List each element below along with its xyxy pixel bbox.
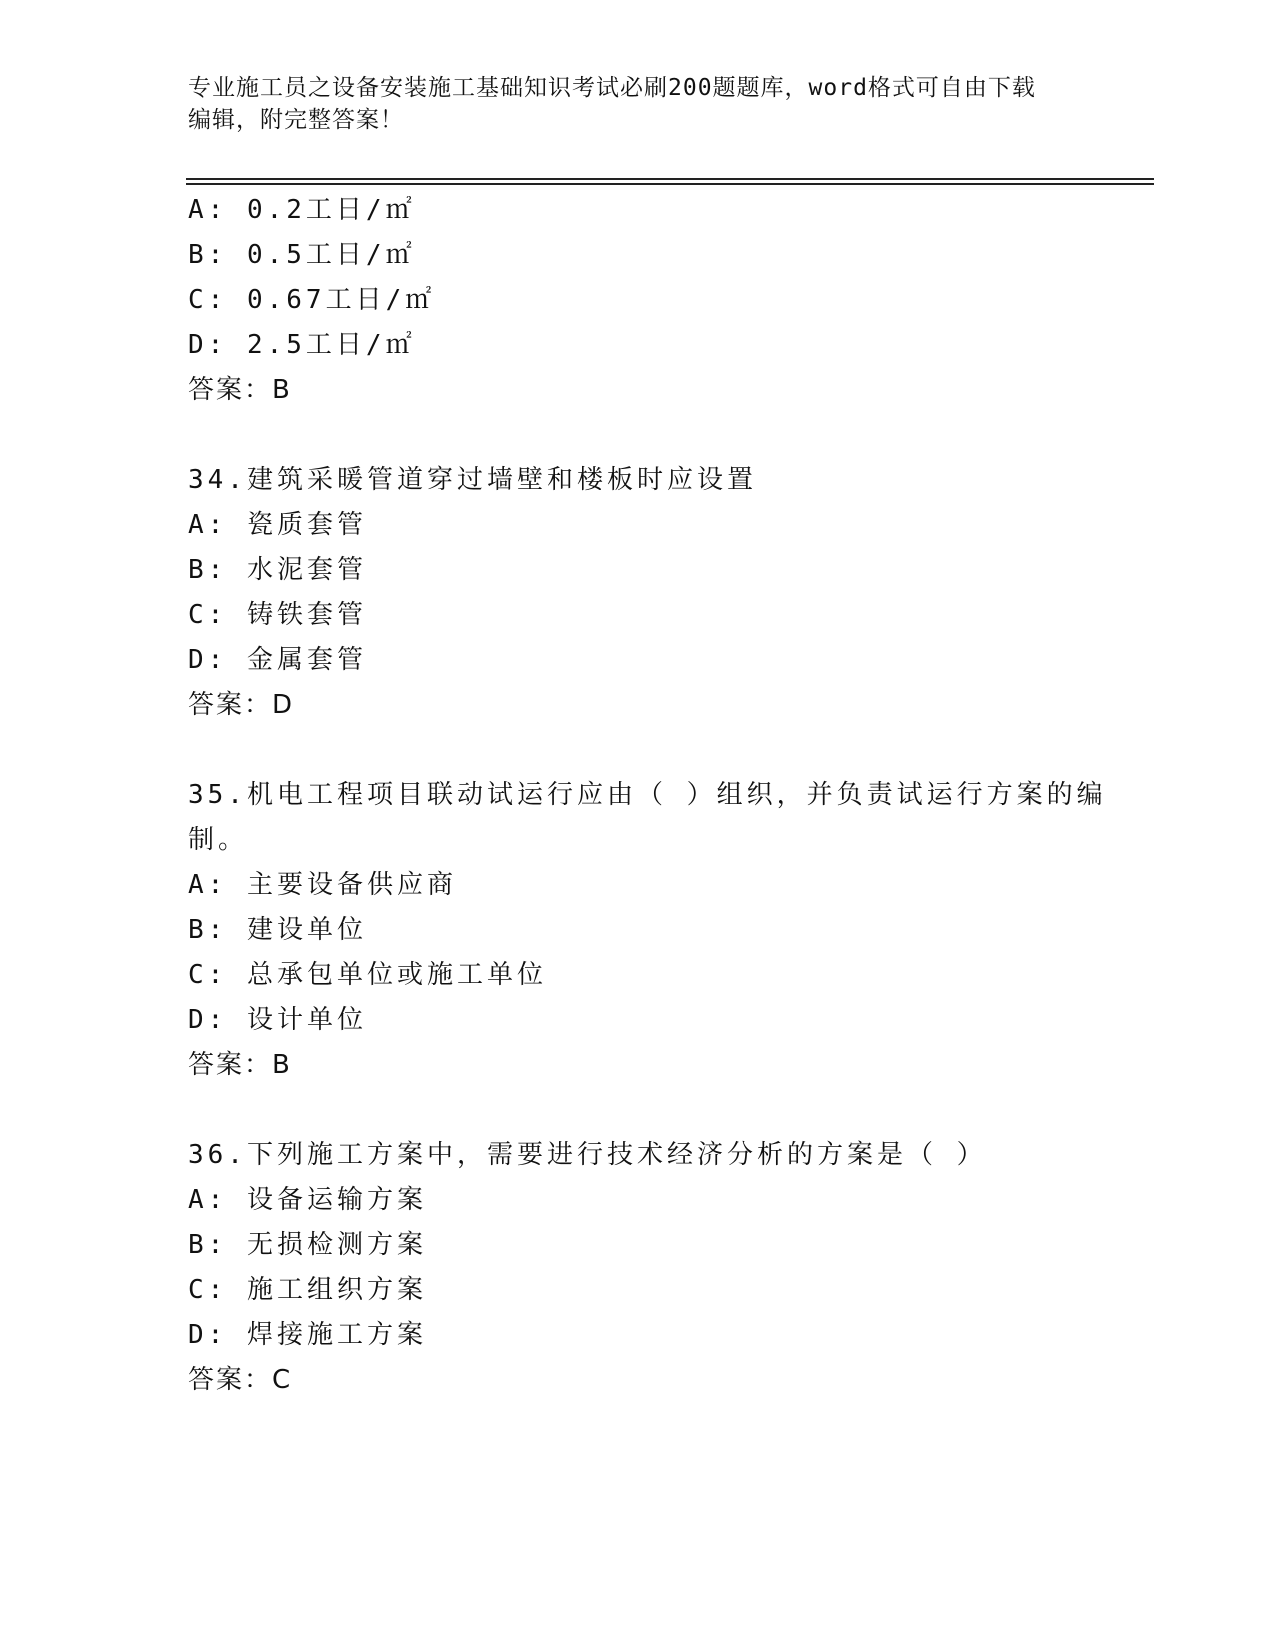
q36-option-a: A: 设备运输方案 <box>188 1185 427 1215</box>
q36-option-c: C: 施工组织方案 <box>188 1275 427 1305</box>
document-header <box>188 72 1088 136</box>
q33-answer: 答案：B <box>188 375 292 405</box>
q36-option-b: B: 无损检测方案 <box>188 1230 427 1260</box>
q36-question: 36.下列施工方案中，需要进行技术经济分析的方案是（ ） <box>188 1140 987 1170</box>
q36-option-d: D: 焊接施工方案 <box>188 1320 427 1350</box>
q34-question: 34.建筑采暖管道穿过墙壁和楼板时应设置 <box>188 465 757 495</box>
header-line-1: 专业施工员之设备安装施工基础知识考试必刷200题题库，word格式可自由下载 <box>188 75 1036 101</box>
q34-option-a: A: 瓷质套管 <box>188 510 367 540</box>
q35-question-line-2: 制。 <box>188 825 249 855</box>
q33-option-b: B: 0.5工日/㎡ <box>188 240 416 270</box>
header-line-2: 编辑，附完整答案！ <box>188 107 404 133</box>
header-divider-bottom <box>186 183 1154 185</box>
q36-answer: 答案：C <box>188 1365 293 1395</box>
q35-answer: 答案：B <box>188 1050 292 1080</box>
header-divider-top <box>186 178 1154 180</box>
q34-option-c: C: 铸铁套管 <box>188 600 367 630</box>
q33-option-a: A: 0.2工日/㎡ <box>188 195 416 225</box>
q35-option-c: C: 总承包单位或施工单位 <box>188 960 547 990</box>
q33-option-c: C: 0.67工日/㎡ <box>188 285 436 315</box>
q35-question-line-1: 35.机电工程项目联动试运行应由（ ）组织，并负责试运行方案的编 <box>188 780 1107 810</box>
q35-option-a: A: 主要设备供应商 <box>188 870 457 900</box>
q34-option-d: D: 金属套管 <box>188 645 367 675</box>
q34-option-b: B: 水泥套管 <box>188 555 367 585</box>
q33-option-d: D: 2.5工日/㎡ <box>188 330 416 360</box>
q35-option-d: D: 设计单位 <box>188 1005 367 1035</box>
q35-option-b: B: 建设单位 <box>188 915 367 945</box>
q34-answer: 答案：D <box>188 690 295 720</box>
